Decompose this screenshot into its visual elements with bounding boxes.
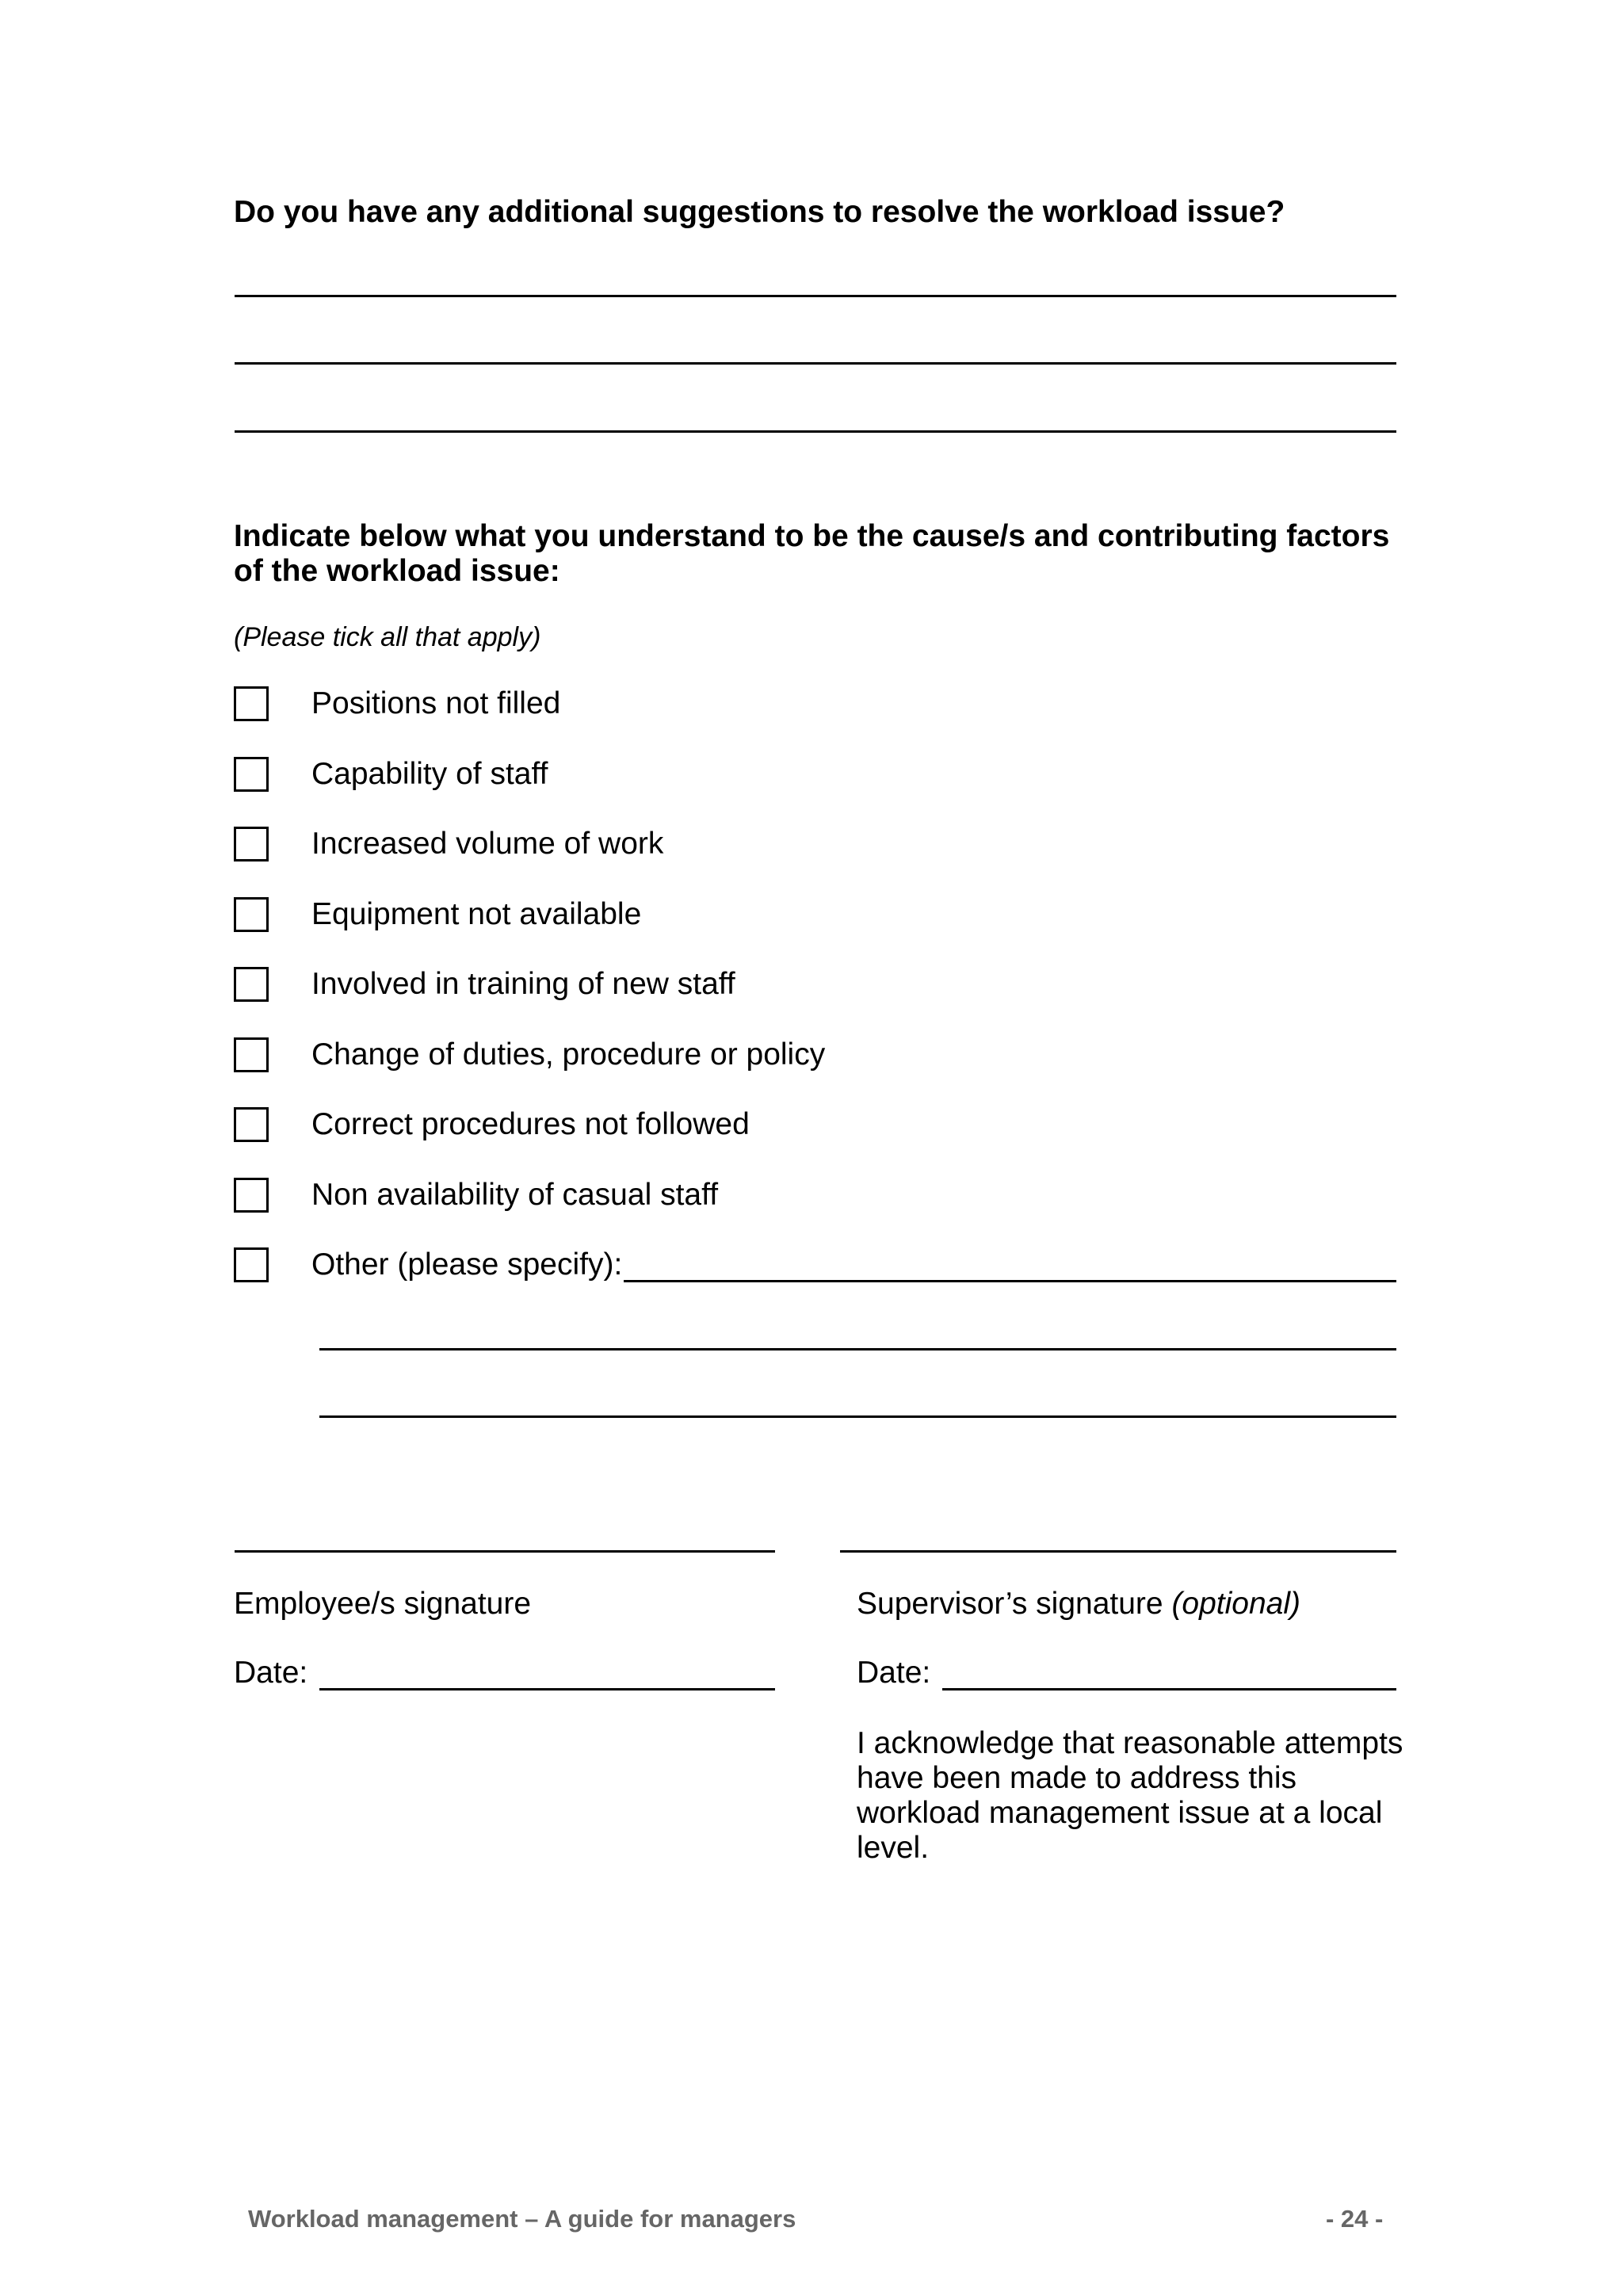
- suggestions-answer-line-2[interactable]: [235, 362, 1396, 365]
- other-specify-line-3[interactable]: [319, 1415, 1396, 1418]
- employee-date-line[interactable]: [319, 1688, 775, 1690]
- checkbox-increased-volume[interactable]: [234, 827, 269, 861]
- employee-date-label: Date:: [234, 1656, 308, 1690]
- footer-title: Workload management – A guide for managers: [248, 2205, 796, 2233]
- option-label: Correct procedures not followed: [311, 1107, 750, 1141]
- option-label: Other (please specify):: [311, 1247, 623, 1282]
- option-label: Non availability of casual staff: [311, 1178, 719, 1212]
- checkbox-other[interactable]: [234, 1247, 269, 1282]
- checkbox-capability-of-staff[interactable]: [234, 757, 269, 792]
- option-label: Equipment not available: [311, 897, 642, 931]
- checkbox-training-new-staff[interactable]: [234, 967, 269, 1002]
- supervisor-date-label: Date:: [857, 1656, 931, 1690]
- checkbox-positions-not-filled[interactable]: [234, 686, 269, 721]
- employee-signature-line[interactable]: [235, 1550, 775, 1553]
- optional-note: (optional): [1171, 1587, 1301, 1621]
- option-label: Involved in training of new staff: [311, 967, 735, 1001]
- supervisor-date-line[interactable]: [942, 1688, 1396, 1690]
- checkbox-change-of-duties[interactable]: [234, 1037, 269, 1072]
- suggestions-answer-line-1[interactable]: [235, 295, 1396, 297]
- page-number: - 24 -: [1326, 2205, 1384, 2233]
- checkbox-procedures-not-followed[interactable]: [234, 1107, 269, 1142]
- other-specify-line-2[interactable]: [319, 1348, 1396, 1350]
- option-label: Capability of staff: [311, 757, 548, 791]
- supervisor-label-text: Supervisor’s signature: [857, 1587, 1163, 1621]
- option-label: Change of duties, procedure or policy: [311, 1037, 826, 1072]
- acknowledgement-text: I acknowledge that reasonable attempts have been made to address this workload management issue at a local level.: [857, 1726, 1403, 1865]
- checkbox-equipment-not-available[interactable]: [234, 897, 269, 932]
- employee-signature-label: Employee/s signature: [234, 1587, 532, 1621]
- option-label: Positions not filled: [311, 686, 561, 720]
- checkbox-casual-staff[interactable]: [234, 1178, 269, 1213]
- supervisor-signature-line[interactable]: [840, 1550, 1396, 1553]
- causes-question: Indicate below what you understand to be the cause/s and contributing factors of the workload issue:: [234, 519, 1390, 588]
- other-specify-line-1[interactable]: [624, 1280, 1396, 1282]
- suggestions-question: Do you have any additional suggestions to resolve the workload issue?: [234, 195, 1285, 229]
- supervisor-signature-label: [857, 1587, 1300, 1622]
- tick-instruction: (Please tick all that apply): [234, 622, 541, 652]
- suggestions-answer-line-3[interactable]: [235, 430, 1396, 433]
- option-label: Increased volume of work: [311, 827, 664, 861]
